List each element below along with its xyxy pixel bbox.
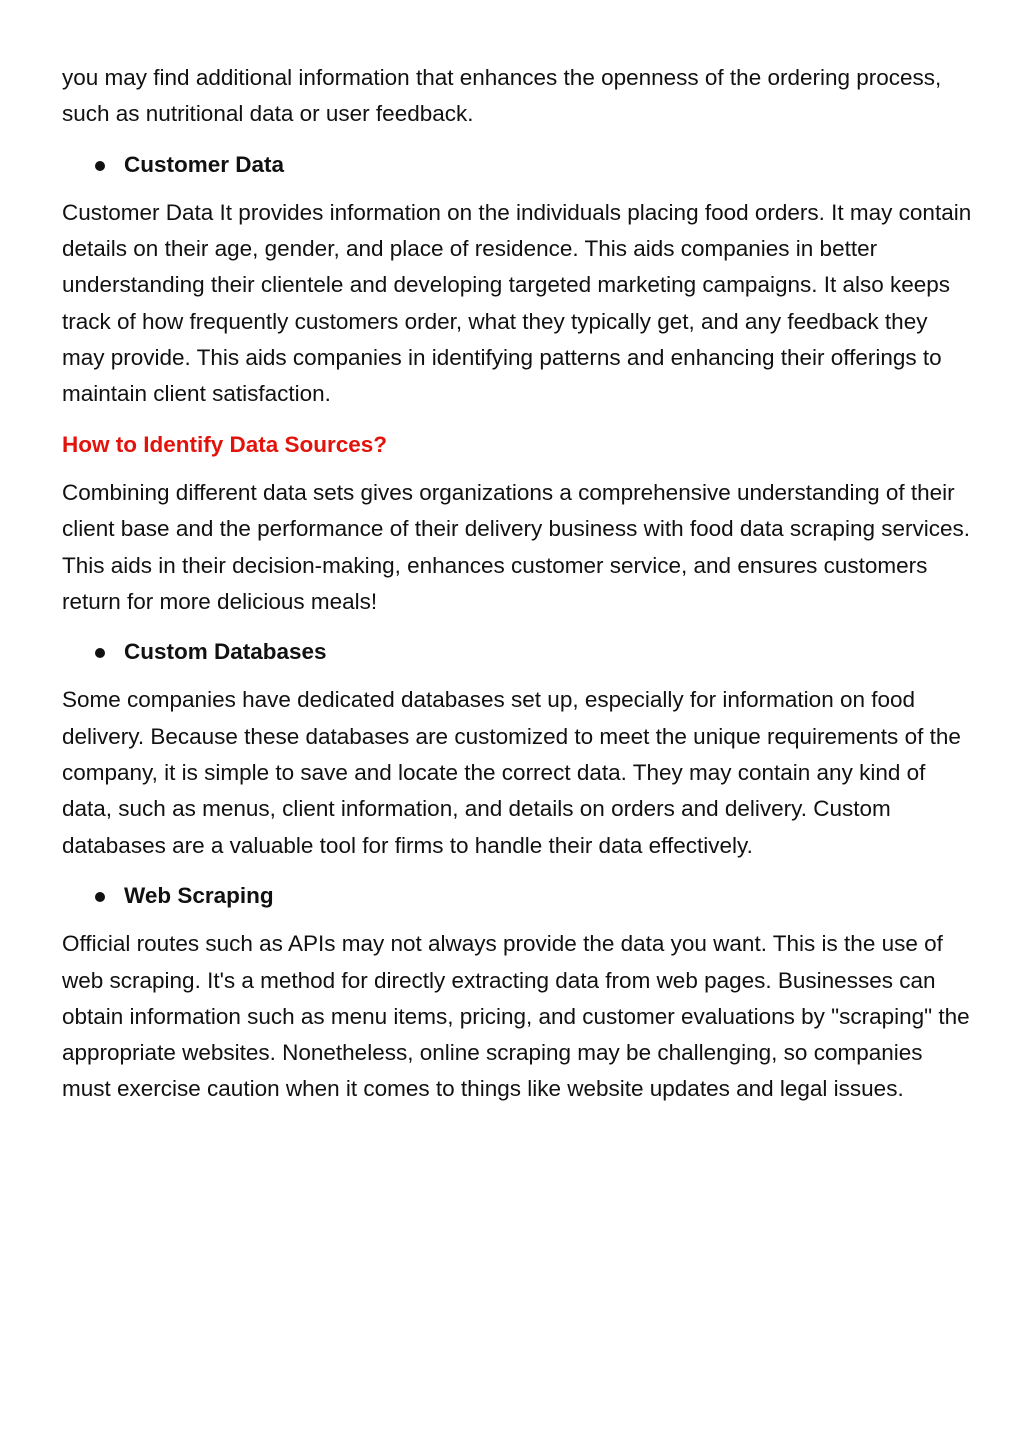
bullet-label: Customer Data xyxy=(124,151,285,177)
bullet-label: Web Scraping xyxy=(124,882,274,908)
bullet-customer-data xyxy=(62,147,972,183)
intro-paragraph: you may find additional information that enhances the openness of the ordering process, such as nutritional data or user feedback. xyxy=(62,65,942,127)
section-heading: How to Identify Data Sources? xyxy=(62,431,388,457)
bullet-custom-databases xyxy=(62,634,972,670)
bullet-web-scraping xyxy=(62,878,972,914)
bullet-icon xyxy=(95,648,105,658)
document-page xyxy=(62,60,972,1122)
web-scraping-paragraph: Official routes such as APIs may not always provide the data you want. This is the use of web scraping. It's a method for directly extracting data from web pages. Businesses can obtain information such as menu items, pricing, and customer evaluations by "scraping" the appropriate websites. Nonetheless, online scraping may be challenging, so companies must exercise caution when it comes to things like website updates and legal issues. xyxy=(62,931,970,1102)
identify-paragraph: Combining different data sets gives organizations a comprehensive understanding of their client base and the performance of their delivery business with food data scraping services. This aids in their decision-making, enhances customer service, and ensures customers return for more delicious meals! xyxy=(62,479,970,614)
custom-databases-paragraph: Some companies have dedicated databases set up, especially for information on food delivery. Because these databases are customized to meet the unique requirements of the company, it is simple to save and locate the correct data. They may contain any kind of data, such as menus, client information, and details on orders and delivery. Custom databases are a valuable tool for firms to handle their data effectively. xyxy=(62,687,961,858)
bullet-label: Custom Databases xyxy=(124,639,327,665)
bullet-icon xyxy=(95,892,105,902)
customer-data-paragraph: Customer Data It provides information on the individuals placing food orders. It may contain details on their age, gender, and place of residence. This aids companies in better understanding their clientele and developing targeted marketing campaigns. It also keeps track of how frequently customers order, what they typically get, and any feedback they may provide. This aids companies in identifying patterns and enhancing their offerings to maintain client satisfaction. xyxy=(62,199,972,407)
bullet-icon xyxy=(95,161,105,171)
